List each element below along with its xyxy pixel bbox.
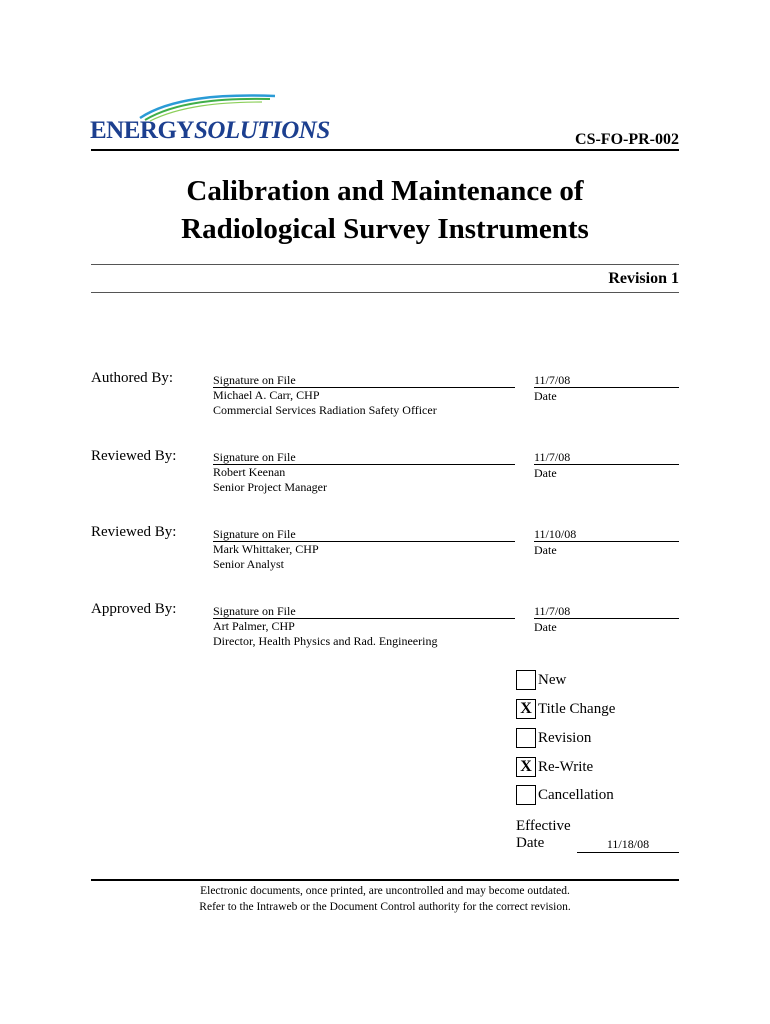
effective-date-value: 11/18/08: [577, 836, 679, 853]
date-label: Date: [534, 620, 557, 634]
checkbox-cancellation[interactable]: [516, 784, 614, 806]
signature-line: Signature on File: [213, 373, 515, 388]
role-label: Reviewed By:: [91, 524, 177, 540]
logo-text-energy: ENERGY: [90, 117, 194, 144]
checkbox-label: New: [538, 671, 567, 688]
role-label: Reviewed By:: [91, 448, 177, 464]
footer-line-2: Refer to the Intraweb or the Document Control authority for the correct revision.: [199, 901, 571, 913]
title-line-2: Radiological Survey Instruments: [181, 213, 589, 245]
signer-position: Senior Project Manager: [213, 480, 327, 494]
signature-date: 11/7/08: [534, 604, 679, 619]
signature-date: 11/10/08: [534, 527, 679, 542]
checkbox-re-write[interactable]: [516, 756, 593, 778]
footer-line-1: Electronic documents, once printed, are uncontrolled and may become outdated.: [200, 885, 570, 897]
signer-position: Director, Health Physics and Rad. Engineering: [213, 634, 438, 648]
signature-line: Signature on File: [213, 604, 515, 619]
title-line-1: Calibration and Maintenance of: [186, 175, 584, 207]
effective-label-line-1: Effective: [516, 818, 571, 834]
checkbox-box[interactable]: X: [516, 757, 536, 777]
checkbox-revision[interactable]: [516, 727, 591, 749]
checkbox-box[interactable]: [516, 785, 536, 805]
signature-date: 11/7/08: [534, 450, 679, 465]
role-label: Authored By:: [91, 370, 174, 386]
signer-name: Robert Keenan: [213, 465, 286, 479]
signer-name: Michael A. Carr, CHP: [213, 388, 320, 402]
checkbox-label: Re-Write: [538, 758, 594, 775]
signature-line: Signature on File: [213, 450, 515, 465]
signer-name: Mark Whittaker, CHP: [213, 542, 319, 556]
title-divider: [91, 264, 679, 265]
signature-line: Signature on File: [213, 527, 515, 542]
checkbox-label: Revision: [538, 729, 592, 746]
checkbox-box[interactable]: [516, 728, 536, 748]
date-label: Date: [534, 543, 557, 557]
role-label: Approved By:: [91, 601, 177, 617]
effective-date-label: [516, 818, 571, 852]
checkbox-label: Title Change: [538, 700, 616, 717]
checkbox-label: Cancellation: [538, 786, 614, 803]
footer-divider: [91, 879, 679, 881]
signer-position: Commercial Services Radiation Safety Officer: [213, 403, 437, 417]
document-number: CS-FO-PR-002: [575, 131, 679, 148]
date-label: Date: [534, 466, 557, 480]
revision-divider: [91, 292, 679, 293]
header-divider: [91, 149, 679, 151]
date-label: Date: [534, 389, 557, 403]
footer-notice: [91, 883, 679, 915]
checkbox-box[interactable]: X: [516, 699, 536, 719]
revision-label: Revision 1: [608, 270, 679, 287]
checkbox-title-change[interactable]: [516, 698, 615, 720]
logo-text-solutions: SOLUTIONS: [193, 117, 330, 144]
energysolutions-logo: [90, 92, 330, 150]
signature-date: 11/7/08: [534, 373, 679, 388]
signer-name: Art Palmer, CHP: [213, 619, 295, 633]
checkbox-new[interactable]: [516, 669, 566, 691]
effective-label-line-2: Date: [516, 835, 545, 851]
document-title: [91, 172, 679, 248]
checkbox-box[interactable]: [516, 670, 536, 690]
signer-position: Senior Analyst: [213, 557, 284, 571]
